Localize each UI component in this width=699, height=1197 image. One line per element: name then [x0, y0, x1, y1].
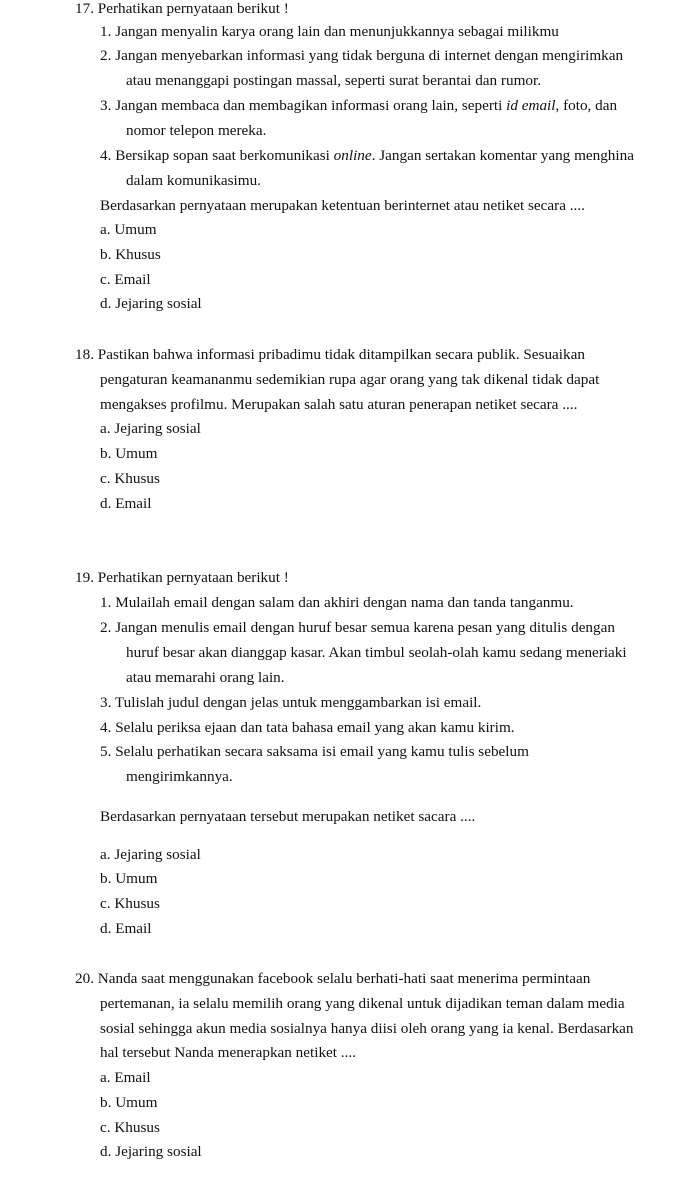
- q19-statement-3: 3. Tulislah judul dengan jelas untuk menggambarkan isi email.: [100, 694, 482, 711]
- q17-statement-3-line-2: nomor telepon mereka.: [126, 122, 267, 139]
- q17-statement-2-line-2: atau menanggapi postingan massal, seperti surat berantai dan rumor.: [126, 72, 542, 89]
- q20-option-d[interactable]: d. Jejaring sosial: [100, 1143, 202, 1160]
- q18-text-line-3: mengakses profilmu. Merupakan salah satu aturan penerapan netiket secara ....: [100, 396, 578, 413]
- q17-statement-1: 1. Jangan menyalin karya orang lain dan menunjukkannya sebagai milikmu: [100, 23, 559, 40]
- q17-s3-italic: id email: [506, 97, 556, 114]
- q20-text-line-1: 20. Nanda saat menggunakan facebook selalu berhati-hati saat menerima permintaan: [75, 970, 591, 987]
- q19-statement-4: 4. Selalu periksa ejaan dan tata bahasa email yang akan kamu kirim.: [100, 719, 515, 736]
- q17-statement-4-line-1: [100, 147, 634, 165]
- q18-option-a[interactable]: a. Jejaring sosial: [100, 420, 201, 437]
- q17-s4-italic: online: [333, 147, 372, 164]
- q19-statement-5-line-1: 5. Selalu perhatikan secara saksama isi email yang kamu tulis sebelum: [100, 743, 529, 760]
- q18-option-d[interactable]: d. Email: [100, 495, 152, 512]
- q20-option-c[interactable]: c. Khusus: [100, 1119, 160, 1136]
- q20-option-a[interactable]: a. Email: [100, 1069, 151, 1086]
- q19-statement-5-line-2: mengirimkannya.: [126, 768, 233, 785]
- q17-option-c[interactable]: c. Email: [100, 271, 151, 288]
- q19-statement-1: 1. Mulailah email dengan salam dan akhiri dengan nama dan tanda tanganmu.: [100, 594, 574, 611]
- q18-option-c[interactable]: c. Khusus: [100, 470, 160, 487]
- q18-text-line-1: 18. Pastikan bahwa informasi pribadimu tidak ditampilkan secara publik. Sesuaikan: [75, 346, 585, 363]
- q17-s4-pre: 4. Bersikap sopan saat berkomunikasi: [100, 147, 334, 164]
- q17-s3-post: , foto, dan: [555, 97, 618, 114]
- q19-option-a[interactable]: a. Jejaring sosial: [100, 846, 201, 863]
- q17-option-d[interactable]: d. Jejaring sosial: [100, 295, 202, 312]
- q20-text-line-3: sosial sehingga akun media sosialnya hanya diisi oleh orang yang ia kenal. Berdasarkan: [100, 1020, 634, 1037]
- q19-statement-2-line-1: 2. Jangan menulis email dengan huruf besar semua karena pesan yang ditulis dengan: [100, 619, 615, 636]
- q19-statement-2-line-3: atau memarahi orang lain.: [126, 669, 285, 686]
- q19-intro: 19. Perhatikan pernyataan berikut !: [75, 569, 289, 586]
- q17-question: Berdasarkan pernyataan merupakan ketentuan berinternet atau netiket secara ....: [100, 197, 585, 214]
- q17-statement-4-line-2: dalam komunikasimu.: [126, 172, 261, 189]
- q20-option-b[interactable]: b. Umum: [100, 1094, 158, 1111]
- q19-statement-2-line-2: huruf besar akan dianggap kasar. Akan timbul seolah-olah kamu sedang meneriaki: [126, 644, 627, 661]
- q19-option-b[interactable]: b. Umum: [100, 870, 158, 887]
- q20-text-line-4: hal tersebut Nanda menerapkan netiket ....: [100, 1044, 356, 1061]
- q17-s4-post: . Jangan sertakan komentar yang menghina: [371, 147, 634, 164]
- q17-statement-2-line-1: 2. Jangan menyebarkan informasi yang tidak berguna di internet dengan mengirimkan: [100, 47, 624, 64]
- q17-option-a[interactable]: a. Umum: [100, 221, 157, 238]
- q19-question: Berdasarkan pernyataan tersebut merupakan netiket sacara ....: [100, 808, 476, 825]
- q19-option-c[interactable]: c. Khusus: [100, 895, 160, 912]
- q18-option-b[interactable]: b. Umum: [100, 445, 158, 462]
- q17-intro: 17. Perhatikan pernyataan berikut !: [75, 0, 289, 17]
- q17-s3-pre: 3. Jangan membaca dan membagikan informasi orang lain, seperti: [100, 97, 507, 114]
- q17-statement-3-line-1: [100, 97, 617, 115]
- q20-text-line-2: pertemanan, ia selalu memilih orang yang dikenal untuk dijadikan teman dalam media: [100, 995, 625, 1012]
- q19-option-d[interactable]: d. Email: [100, 920, 152, 937]
- q18-text-line-2: pengaturan keamananmu sedemikian rupa agar orang yang tak dikenal tidak dapat: [100, 371, 600, 388]
- q17-option-b[interactable]: b. Khusus: [100, 246, 161, 263]
